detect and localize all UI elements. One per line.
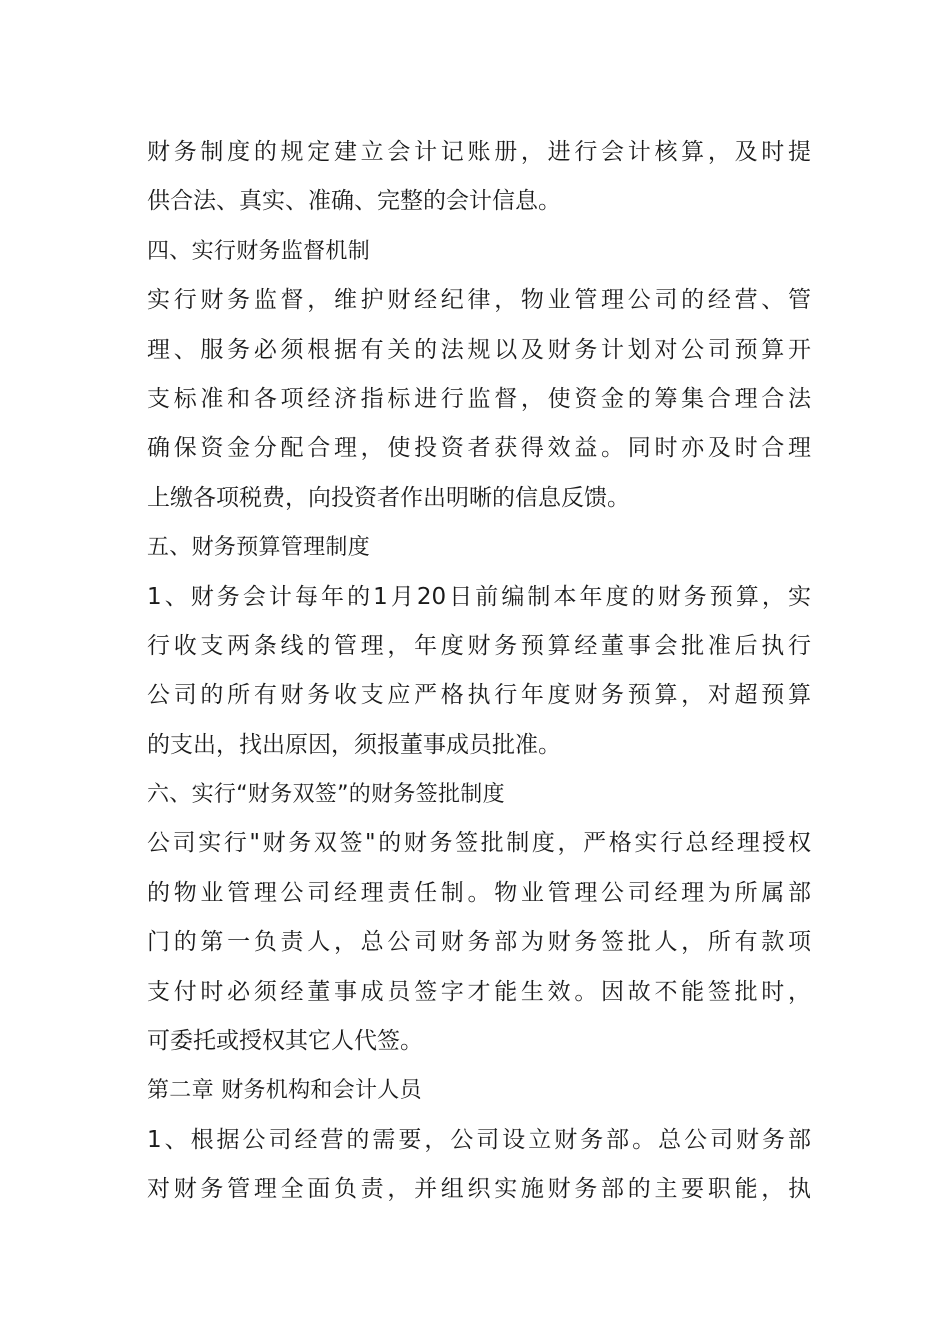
- text-line: 公司实行"财务双签"的财务签批制度，严格实行总经理授权: [147, 830, 811, 857]
- text-line: 理、服务必须根据有关的法规以及财务计划对公司预算开: [147, 336, 811, 363]
- document-body: [147, 128, 811, 1215]
- text-line: 财务制度的规定建立会计记账册，进行会计核算，及时提: [147, 139, 811, 165]
- section-heading: 第二章 财务机构和会计人员: [147, 1078, 422, 1104]
- text-line: 可委托或授权其它人代签。: [147, 1028, 423, 1055]
- text-line: 的支出，找出原因，须报董事成员批准。: [147, 731, 561, 758]
- text-line: 支付时必须经董事成员签字才能生效。因故不能签批时，: [147, 978, 811, 1005]
- section-heading: 五、财务预算管理制度: [147, 535, 371, 561]
- text-line: 1、财务会计每年的1月20日前编制本年度的财务预算，实: [147, 583, 811, 610]
- text-line: 支标准和各项经济指标进行监督，使资金的筹集合理合法: [147, 385, 811, 412]
- text-line: 上缴各项税费，向投资者作出明晰的信息反馈。: [147, 484, 630, 511]
- text-line: 1、根据公司经营的需要，公司设立财务部。总公司财务部: [147, 1126, 811, 1153]
- section-heading: 四、实行财务监督机制: [147, 238, 371, 264]
- text-line: 的物业管理公司经理责任制。物业管理公司经理为所属部: [147, 879, 811, 906]
- text-line: 供合法、真实、准确、完整的会计信息。: [147, 188, 561, 215]
- text-line: 对财务管理全面负责，并组织实施财务部的主要职能，执: [147, 1176, 811, 1203]
- text-line: 门的第一负责人，总公司财务部为财务签批人，所有款项: [147, 929, 811, 956]
- text-line: 公司的所有财务收支应严格执行年度财务预算，对超预算: [147, 682, 811, 709]
- text-line: 行收支两条线的管理，年度财务预算经董事会批准后执行: [147, 632, 811, 659]
- section-heading: 六、实行“财务双签”的财务签批制度: [147, 782, 505, 808]
- text-line: 确保资金分配合理，使投资者获得效益。同时亦及时合理: [147, 435, 811, 462]
- text-line: 实行财务监督，维护财经纪律，物业管理公司的经营、管: [147, 287, 811, 314]
